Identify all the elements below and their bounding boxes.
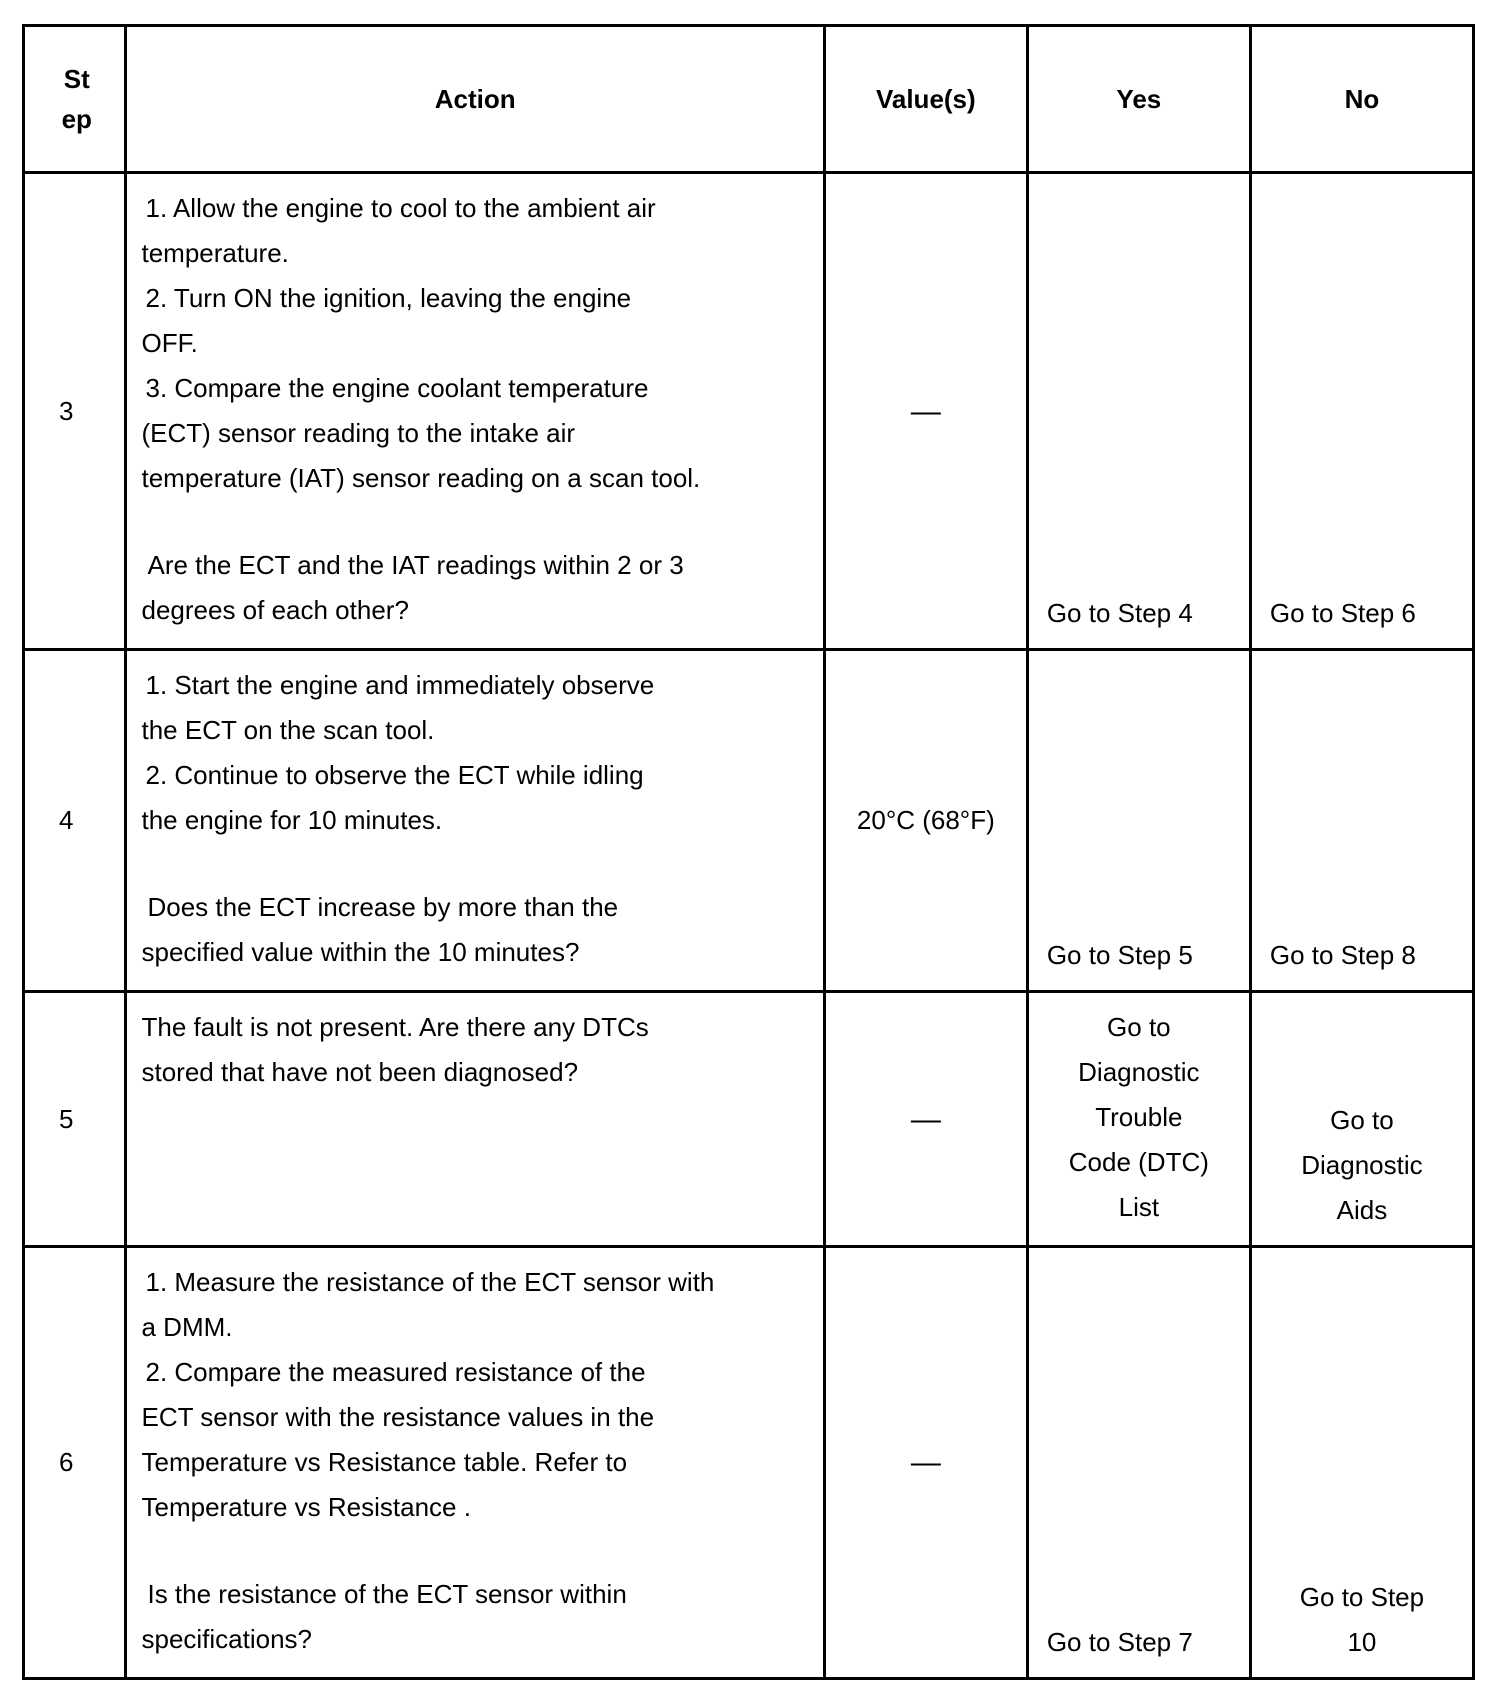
spacer: [141, 1530, 808, 1572]
table-row: [24, 173, 1474, 650]
value-cell: 20°C (68°F): [824, 650, 1027, 992]
action-line: Temperature vs Resistance table. Refer to: [141, 1447, 628, 1477]
action-line: 3. Compare the engine coolant temperature: [145, 373, 649, 403]
no-line: Diagnostic: [1301, 1150, 1423, 1180]
action-line: 2. Continue to observe the ECT while idling: [145, 760, 644, 790]
header-step-line2: ep: [61, 104, 92, 134]
no-cell: [1250, 1247, 1473, 1679]
yes-cell: Go to Step 4: [1027, 173, 1250, 650]
step-number: 6: [24, 1247, 126, 1679]
header-values: Value(s): [824, 26, 1027, 173]
no-cell: Go to Step 6: [1250, 173, 1473, 650]
action-line: 2. Turn ON the ignition, leaving the engine: [145, 283, 632, 313]
action-line: The fault is not present. Are there any DTCs: [141, 1012, 649, 1042]
value-cell: —: [824, 173, 1027, 650]
action-line: stored that have not been diagnosed?: [141, 1057, 579, 1087]
step-number: 4: [24, 650, 126, 992]
yes-line: Code (DTC): [1068, 1147, 1209, 1177]
action-line: ECT sensor with the resistance values in the: [141, 1402, 655, 1432]
header-no: No: [1250, 26, 1473, 173]
spacer: [141, 843, 808, 885]
action-line: 1. Measure the resistance of the ECT sensor with: [145, 1267, 715, 1297]
no-line: Go to: [1330, 1105, 1394, 1135]
no-cell: [1250, 992, 1473, 1247]
action-line: 1. Allow the engine to cool to the ambient air: [145, 193, 656, 223]
action-line: the engine for 10 minutes.: [141, 805, 443, 835]
no-cell: Go to Step 8: [1250, 650, 1473, 992]
action-question: degrees of each other?: [141, 595, 409, 625]
value-cell: —: [824, 992, 1027, 1247]
action-line: OFF.: [141, 328, 198, 358]
action-question: specifications?: [141, 1624, 313, 1654]
value-cell: —: [824, 1247, 1027, 1679]
action-question: Are the ECT and the IAT readings within 2 or 3: [147, 550, 684, 580]
action-line: a DMM.: [141, 1312, 233, 1342]
spacer: [141, 501, 808, 543]
action-line: Temperature vs Resistance .: [141, 1492, 471, 1522]
action-line: 2. Compare the measured resistance of the: [145, 1357, 646, 1387]
action-cell: [126, 173, 824, 650]
action-line: 1. Start the engine and immediately observe: [145, 670, 655, 700]
header-action: Action: [126, 26, 824, 173]
header-yes: Yes: [1027, 26, 1250, 173]
action-line: temperature (IAT) sensor reading on a scan tool.: [141, 463, 701, 493]
diagnostic-table: [22, 24, 1475, 1680]
step-number: 5: [24, 992, 126, 1247]
header-step-line1: St: [63, 64, 90, 94]
yes-cell: [1027, 992, 1250, 1247]
action-question: specified value within the 10 minutes?: [141, 937, 580, 967]
action-line: temperature.: [141, 238, 289, 268]
action-line: (ECT) sensor reading to the intake air: [141, 418, 576, 448]
table-row: [24, 992, 1474, 1247]
action-question: Does the ECT increase by more than the: [147, 892, 619, 922]
yes-line: List: [1118, 1192, 1160, 1222]
yes-line: Go to: [1107, 1012, 1171, 1042]
no-line: Go to Step: [1299, 1582, 1425, 1612]
table-row: [24, 650, 1474, 992]
step-number: 3: [24, 173, 126, 650]
action-question: Is the resistance of the ECT sensor within: [147, 1579, 627, 1609]
action-cell: [126, 992, 824, 1247]
yes-cell: Go to Step 7: [1027, 1247, 1250, 1679]
yes-line: Trouble: [1095, 1102, 1183, 1132]
yes-line: Diagnostic: [1078, 1057, 1200, 1087]
action-cell: [126, 650, 824, 992]
table-header-row: [24, 26, 1474, 173]
no-line: Aids: [1336, 1195, 1388, 1225]
yes-cell: Go to Step 5: [1027, 650, 1250, 992]
action-cell: [126, 1247, 824, 1679]
header-step: [24, 26, 126, 173]
no-line: 10: [1347, 1627, 1377, 1657]
table-row: [24, 1247, 1474, 1679]
action-line: the ECT on the scan tool.: [141, 715, 435, 745]
